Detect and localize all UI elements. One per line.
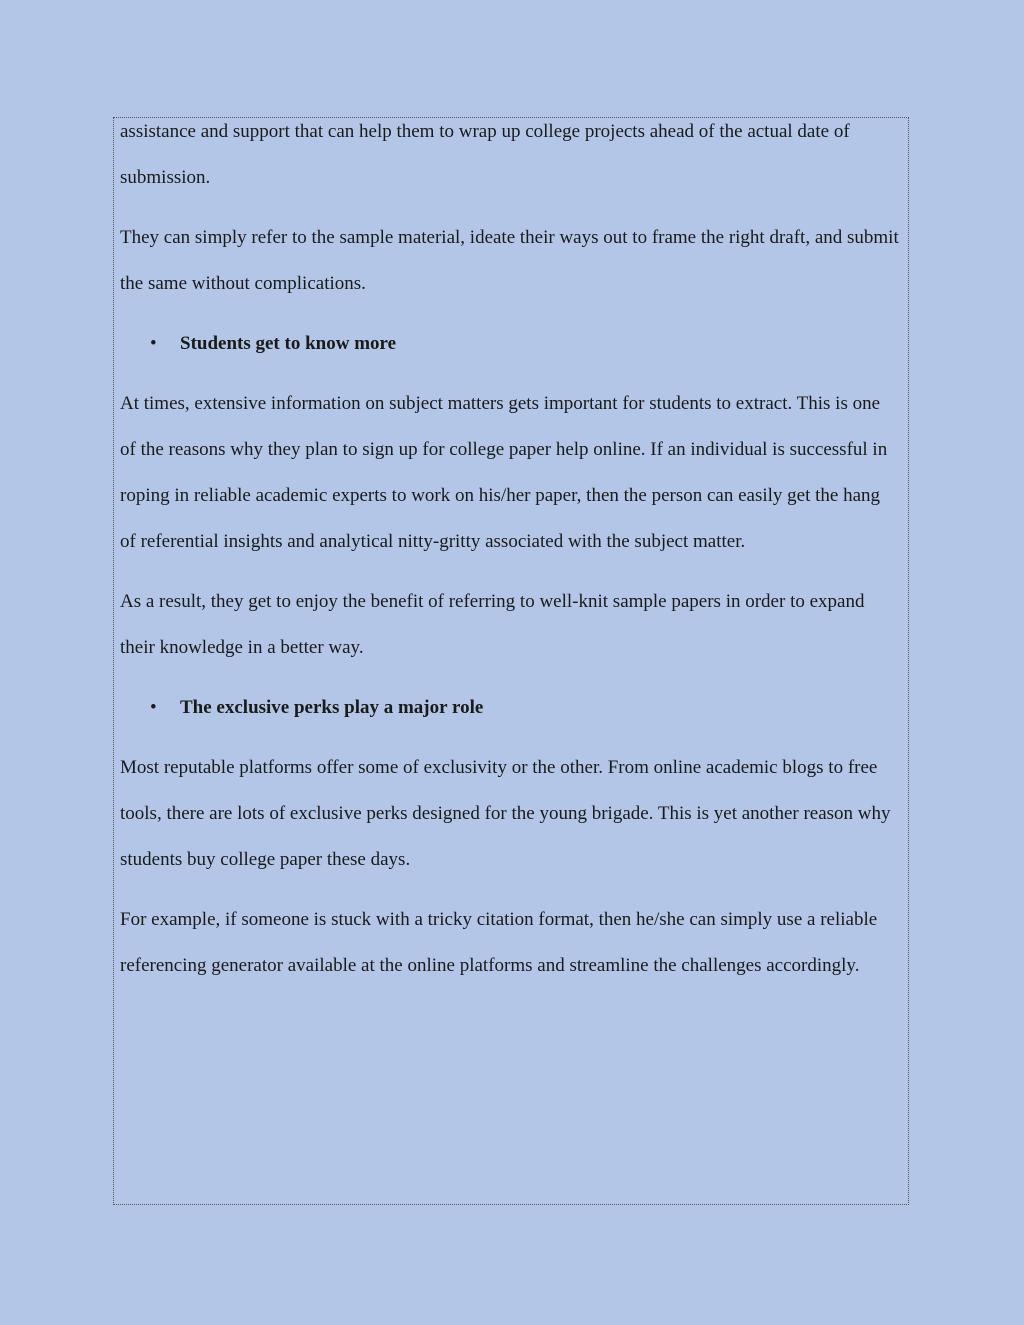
paragraph: For example, if someone is stuck with a tricky citation format, then he/she can simply use a reliable referencing generator available at the online platforms and streamline the challenges accordingly. bbox=[120, 909, 878, 976]
bullet-heading bbox=[120, 321, 900, 367]
paragraph: Most reputable platforms offer some of exclusivity or the other. From online academic blogs to free tools, there are lots of exclusive perks designed for the young brigade. This is yet another reason why students buy college paper these days. bbox=[120, 757, 891, 870]
bullet-heading-text: The exclusive perks play a major role bbox=[180, 697, 484, 718]
paragraph: assistance and support that can help them to wrap up college projects ahead of the actual date of submission. bbox=[120, 121, 850, 188]
paragraph: As a result, they get to enjoy the benefit of referring to well-knit sample papers in order to expand their knowledge in a better way. bbox=[120, 591, 865, 658]
paragraph: They can simply refer to the sample material, ideate their ways out to frame the right draft, and submit the same without complications. bbox=[120, 227, 899, 294]
bullet-icon: • bbox=[150, 697, 157, 718]
bullet-heading-text: Students get to know more bbox=[180, 333, 397, 354]
bullet-heading bbox=[120, 685, 900, 731]
paragraph: At times, extensive information on subject matters gets important for students to extract. This is one of the reasons why they plan to sign up for college paper help online. If an individual is successful in roping in reliable academic experts to work on his/her paper, then the person can easily get the hang of referential insights and analytical nitty-gritty associated with the subject matter. bbox=[120, 393, 888, 552]
bullet-icon: • bbox=[150, 333, 157, 354]
document-body bbox=[120, 109, 900, 1003]
